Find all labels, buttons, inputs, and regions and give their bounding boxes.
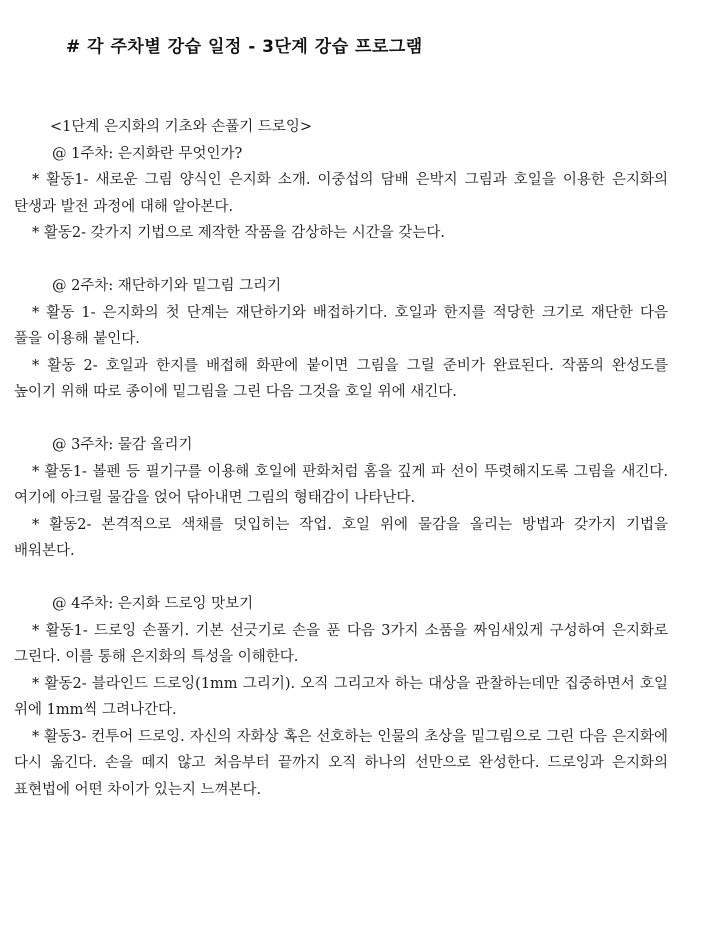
week-1-section <box>14 141 668 247</box>
document-body <box>14 114 668 803</box>
stage-heading: <1단계 은지화의 기초와 손풀기 드로잉> <box>50 119 313 135</box>
week-4-section <box>14 591 668 803</box>
section-spacer <box>14 565 668 592</box>
week-heading: @ 3주차: 물감 올리기 <box>52 437 193 453</box>
activity-item: * 활동 2- 호일과 한지를 배접해 화판에 붙이면 그림을 그릴 준비가 완료된다. 작품의 완성도를 높이기 위해 따로 종이에 밑그림을 그린 다음 그것을 호일 위에 새긴다. <box>14 357 668 400</box>
section-spacer <box>14 406 668 433</box>
activity-item: * 활동1- 볼펜 등 필기구를 이용해 호일에 판화처럼 홈을 깊게 파 선이 뚜렷해지도록 그림을 새긴다. 여기에 아크릴 물감을 얹어 닦아내면 그림의 형태감이 나타난다. <box>14 463 668 506</box>
section-spacer <box>14 247 668 274</box>
week-heading: @ 2주차: 재단하기와 밑그림 그리기 <box>52 278 282 294</box>
activity-item: * 활동2- 갖가지 기법으로 제작한 작품을 감상하는 시간을 갖는다. <box>32 225 446 241</box>
week-2-section <box>14 273 668 406</box>
activity-item: * 활동 1- 은지화의 첫 단계는 재단하기와 배접하기다. 호일과 한지를 적당한 크기로 재단한 다음 풀을 이용해 붙인다. <box>14 304 668 347</box>
week-heading: @ 4주차: 은지화 드로잉 맛보기 <box>52 596 254 612</box>
activity-item: * 활동3- 컨투어 드로잉. 자신의 자화상 혹은 선호하는 인물의 초상을 밑그림으로 그린 다음 은지화에 다시 옮긴다. 손을 떼지 않고 처음부터 끝까지 오직 하나의 선만으로 완성한다. 드로잉과 은지화의 표현법에 어떤 차이가 있는지 느껴본다. <box>14 728 668 798</box>
activity-item: * 활동2- 블라인드 드로잉(1mm 그리기). 오직 그리고자 하는 대상을 관찰하는데만 집중하면서 호일 위에 1mm씩 그려나간다. <box>14 675 668 718</box>
week-heading: @ 1주차: 은지화란 무엇인가? <box>52 145 243 162</box>
week-3-section <box>14 432 668 565</box>
activity-item: * 활동2- 본격적으로 색채를 덧입히는 작업. 호일 위에 물감을 올리는 방법과 갖가지 기법을 배워본다. <box>14 516 668 559</box>
activity-item: * 활동1- 드로잉 손풀기. 기본 선긋기로 손을 푼 다음 3가지 소품을 짜임새있게 구성하여 은지화로 그린다. 이를 통해 은지화의 특성을 이해한다. <box>14 622 668 665</box>
page-title: # 각 주차별 강습 일정 - 3단계 강습 프로그램 <box>66 37 423 57</box>
activity-item: * 활동1- 새로운 그림 양식인 은지화 소개. 이중섭의 담배 은박지 그림과 호일을 이용한 은지화의 탄생과 발전 과정에 대해 알아본다. <box>14 172 668 215</box>
